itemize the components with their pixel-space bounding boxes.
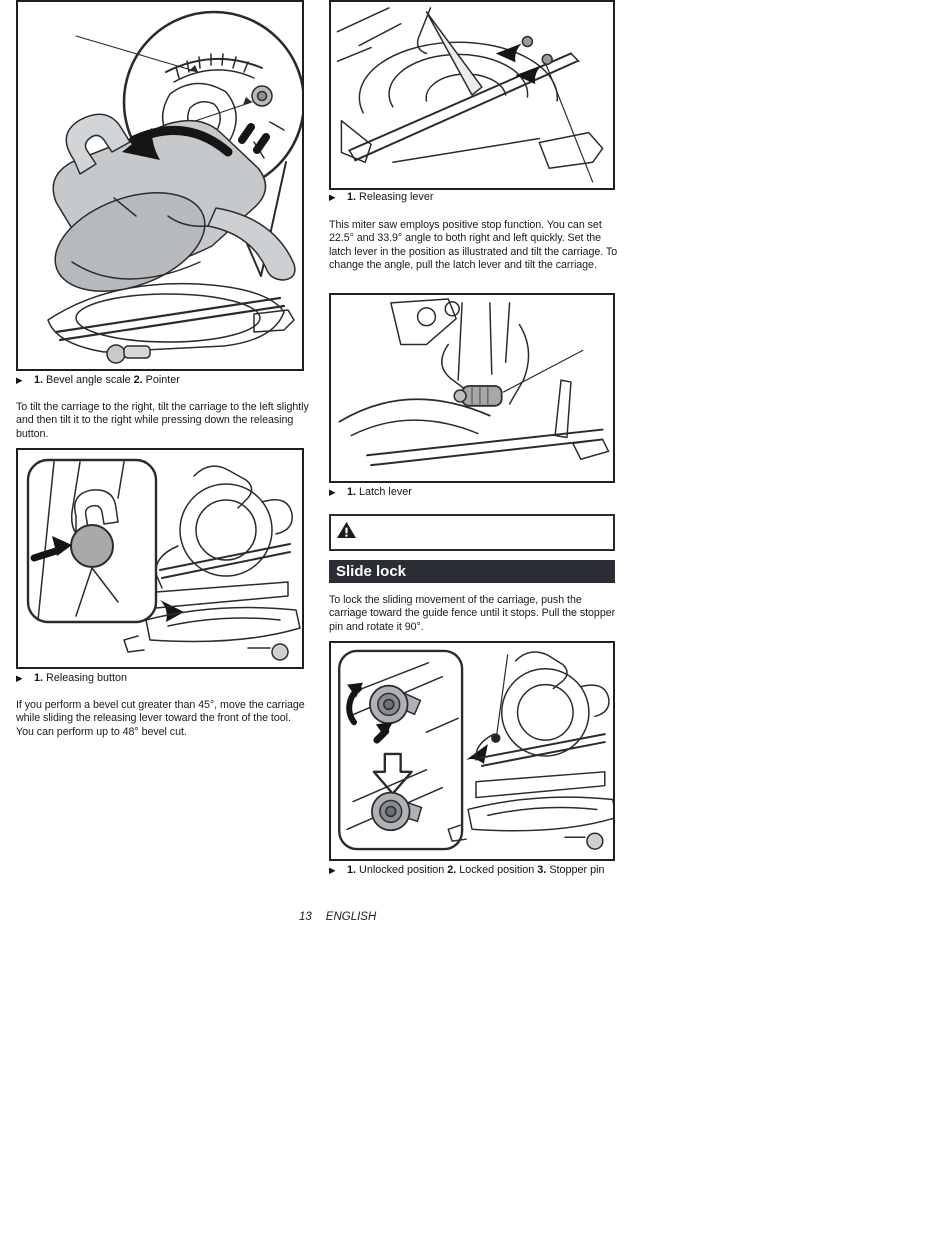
footer-language: ENGLISH bbox=[325, 911, 377, 923]
warning-note-box bbox=[329, 514, 615, 551]
caption-text: 1. Unlocked position 2. Locked position 3. Stopper pin bbox=[347, 864, 605, 876]
section-heading-slide-lock: Slide lock bbox=[329, 560, 615, 583]
caption-arrow-icon: ▶ bbox=[329, 487, 336, 497]
caption-arrow-icon: ▶ bbox=[16, 375, 23, 385]
figure-stopper-pin bbox=[329, 641, 615, 861]
caption-arrow-icon: ▶ bbox=[329, 192, 336, 202]
footer-page-number: 13 bbox=[299, 911, 312, 923]
releasing-lever-illustration bbox=[331, 2, 613, 188]
caption-arrow-icon: ▶ bbox=[329, 865, 336, 875]
paragraph-tilt-right: To tilt the carriage to the right, tilt the carriage to the left slightly and then tilt it to the right while pressing down the releasing button. bbox=[16, 401, 309, 440]
latch-lever-illustration bbox=[331, 295, 613, 481]
stopper-pin-illustration bbox=[331, 643, 613, 859]
paragraph-bevel-cut-48: If you perform a bevel cut greater than 45°, move the carriage while sliding the releasing lever toward the front of the tool. You can perform up to 48° bevel cut. bbox=[16, 699, 305, 738]
figure-caption-releasing-lever bbox=[329, 191, 615, 204]
caption-text: 1. Releasing lever bbox=[347, 191, 434, 203]
caption-text: 1. Bevel angle scale 2. Pointer bbox=[34, 374, 180, 386]
caption-arrow-icon: ▶ bbox=[16, 673, 23, 683]
bevel-scale-illustration bbox=[18, 2, 302, 369]
figure-latch-lever bbox=[329, 293, 615, 483]
paragraph-positive-stop: This miter saw employs positive stop function. You can set 22.5° and 33.9° angle to both right and left quickly. Set the latch lever in the position as illustrated and tilt the carriage. To change the angle, pull the latch lever and tilt the carriage. bbox=[329, 219, 618, 272]
page-footer bbox=[299, 911, 376, 923]
figure-caption-bevel-scale bbox=[16, 374, 304, 387]
figure-releasing-lever bbox=[329, 0, 615, 190]
figure-releasing-button bbox=[16, 448, 304, 669]
paragraph-slide-lock: To lock the sliding movement of the carriage, push the carriage toward the guide fence until it stops. Pull the stopper pin and rotate it 90°. bbox=[329, 594, 616, 633]
figure-caption-releasing-button bbox=[16, 672, 304, 685]
figure-bevel-angle-scale bbox=[16, 0, 304, 371]
figure-caption-latch-lever bbox=[329, 486, 615, 499]
caption-text: 1. Releasing button bbox=[34, 672, 128, 684]
warning-icon bbox=[336, 520, 357, 544]
caption-text: 1. Latch lever bbox=[347, 486, 412, 498]
figure-caption-stopper-pin bbox=[329, 864, 615, 877]
releasing-button-illustration bbox=[18, 450, 302, 667]
